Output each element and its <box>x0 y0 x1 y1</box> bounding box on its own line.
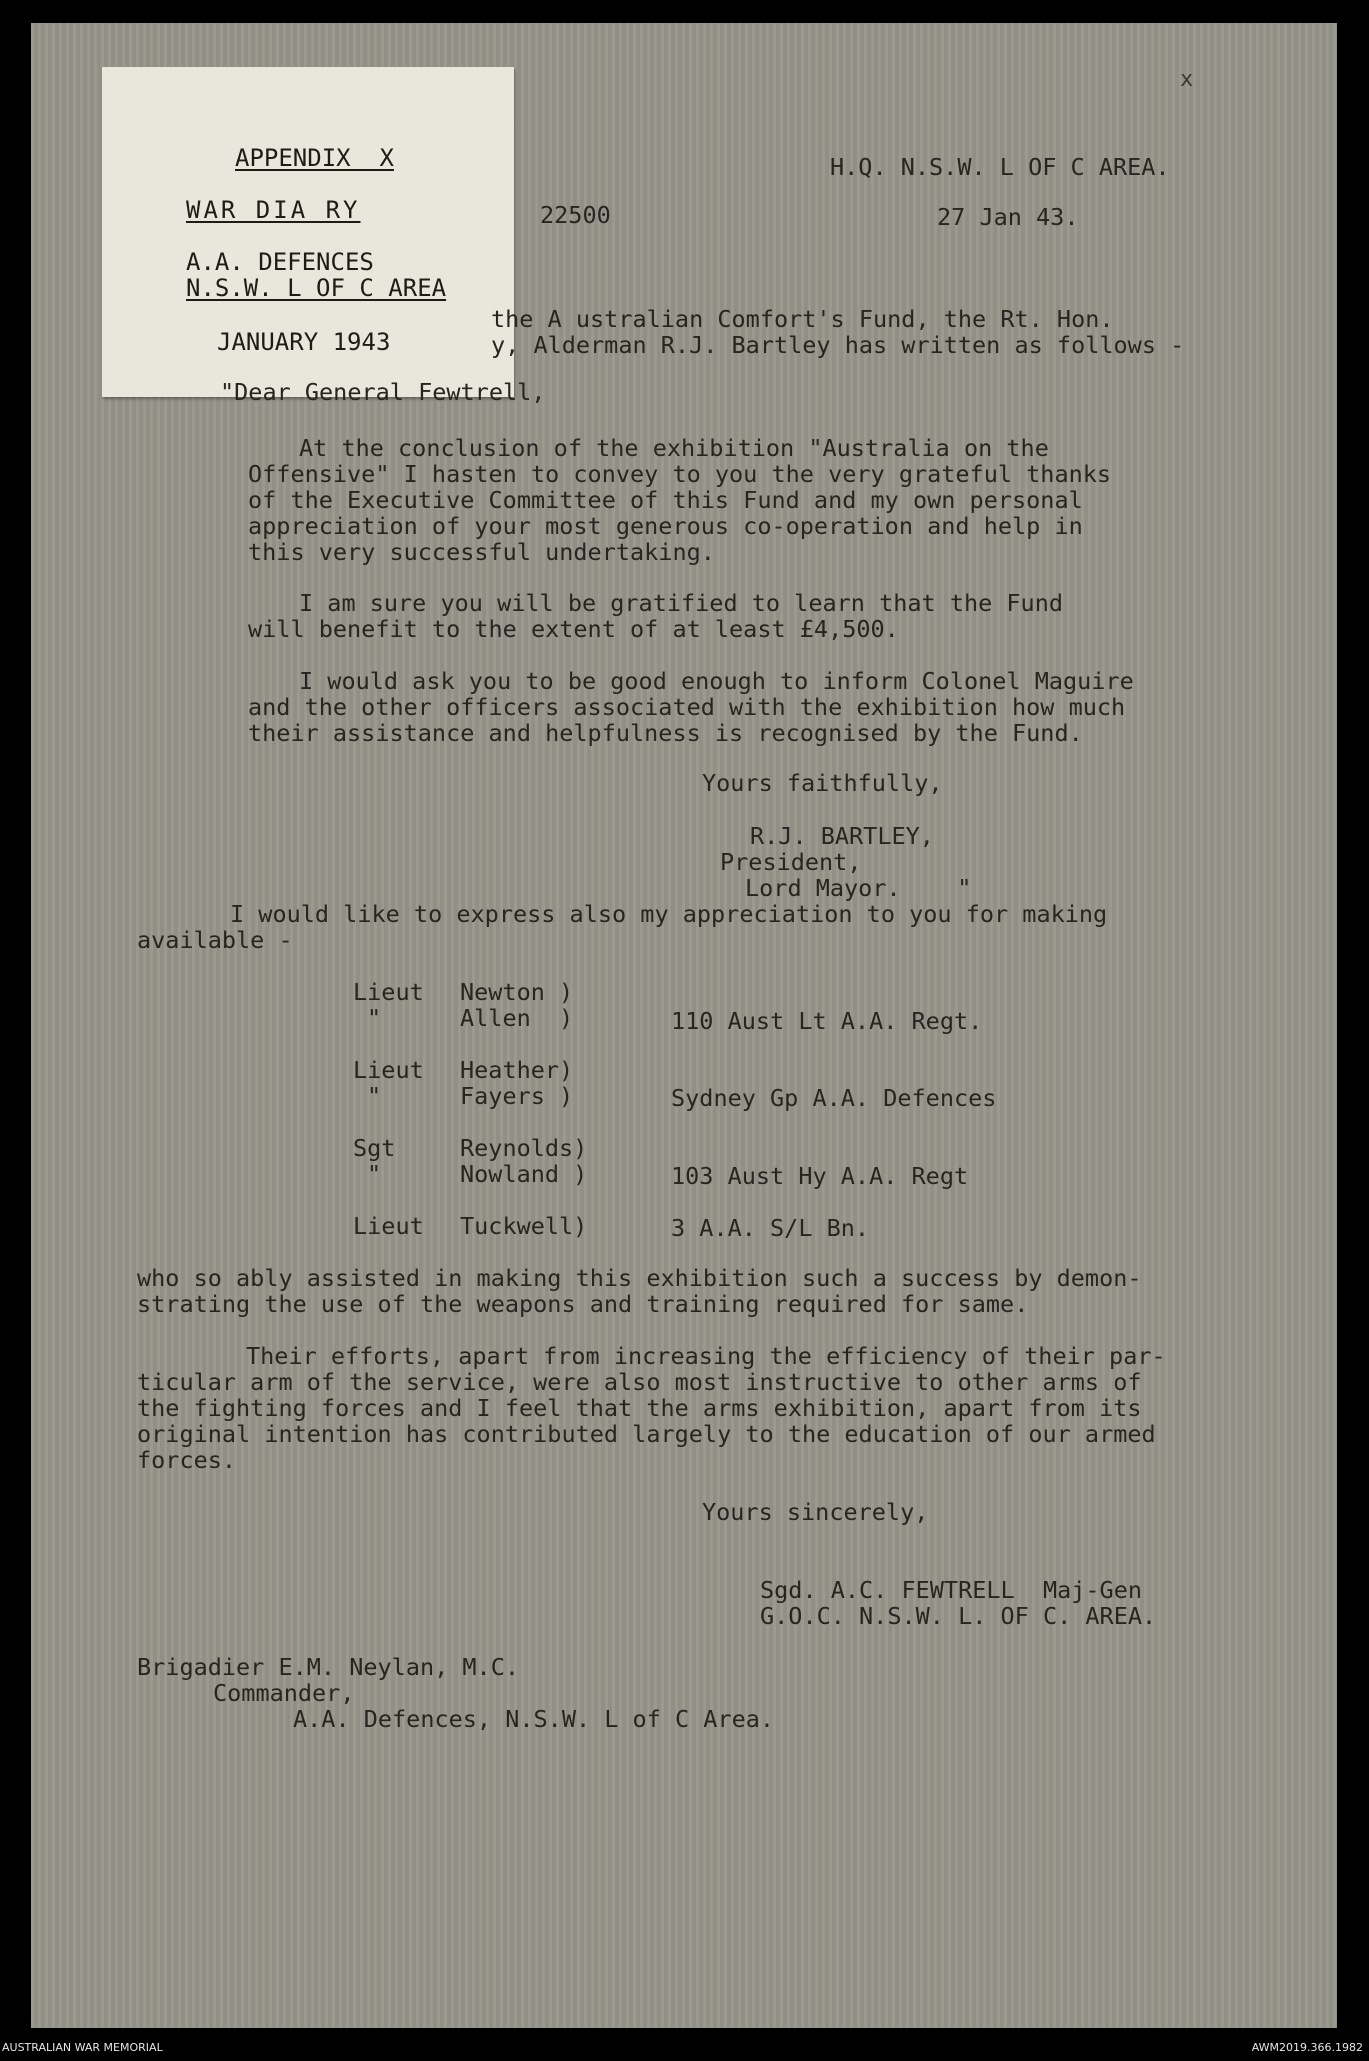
intro-line-1: the A ustralian Comfort's Fund, the Rt. Hon. <box>491 305 1114 333</box>
war-diary-title: WAR DIA RY <box>186 196 361 224</box>
quote-p3-line: their assistance and helpfulness is recognised by the Fund. <box>248 719 1083 747</box>
appendix-label <box>102 67 514 397</box>
quote-p1-line: appreciation of your most generous co-operation and help in <box>248 512 1083 540</box>
personnel-rank: " <box>367 1082 382 1110</box>
quote-p1-line: this very successful undertaking. <box>248 538 715 566</box>
appendix-title: APPENDIX X <box>235 144 394 172</box>
quote-p3-line: and the other officers associated with the exhibition how much <box>248 693 1126 721</box>
personnel-name: Allen ) <box>460 1004 574 1032</box>
personnel-rank: " <box>367 1160 382 1188</box>
personnel-unit: Sydney Gp A.A. Defences <box>671 1084 997 1112</box>
addressee-line-3: A.A. Defences, N.S.W. L of C Area. <box>293 1705 775 1733</box>
unit-line-1: A.A. DEFENCES <box>186 248 374 276</box>
final-para-line: the fighting forces and I feel that the arms exhibition, apart from its <box>137 1394 1142 1422</box>
personnel-name: Tuckwell) <box>460 1212 588 1240</box>
personnel-rank: " <box>367 1004 382 1032</box>
personnel-rank: Lieut <box>353 1056 424 1084</box>
personnel-rank: Sgt <box>353 1134 396 1162</box>
quote-p1-line: of the Executive Committee of this Fund and my own personal <box>248 486 1083 514</box>
quote-signer-name: R.J. BARTLEY, <box>750 822 934 850</box>
quote-p3-line: I would ask you to be good enough to inform Colonel Maguire <box>299 667 1134 695</box>
personnel-name: Fayers ) <box>460 1082 574 1110</box>
corner-mark: x <box>1180 67 1194 92</box>
quote-p2-line: will benefit to the extent of at least £4,500. <box>248 615 899 643</box>
personnel-name: Reynolds) <box>460 1134 588 1162</box>
quote-signer-title: President, <box>720 848 862 876</box>
final-para-line: ticular arm of the service, were also most instructive to other arms of <box>137 1368 1142 1396</box>
personnel-unit: 3 A.A. S/L Bn. <box>671 1214 870 1242</box>
addressee-line-1: Brigadier E.M. Neylan, M.C. <box>137 1653 520 1681</box>
quote-p1-line: Offensive" I hasten to convey to you the very grateful thanks <box>248 460 1112 488</box>
personnel-name: Heather) <box>460 1056 574 1084</box>
quote-p2-line: I am sure you will be gratified to learn that the Fund <box>299 589 1064 617</box>
letter-date: 27 Jan 43. <box>937 203 1079 231</box>
signature-line-2: G.O.C. N.S.W. L. OF C. AREA. <box>760 1602 1157 1630</box>
quote-signer-title: Lord Mayor. " <box>745 874 972 902</box>
unit-line-2: N.S.W. L OF C AREA <box>186 274 447 302</box>
signature-line-1: Sgd. A.C. FEWTRELL Maj-Gen <box>760 1576 1143 1604</box>
personnel-rank: Lieut <box>353 978 424 1006</box>
archive-footer-right: AWM2019.366.1982 <box>1251 2041 1363 2054</box>
document-page <box>31 23 1337 2028</box>
personnel-rank: Lieut <box>353 1212 424 1240</box>
reference-number: 22500 <box>540 201 611 229</box>
addressee-line-2: Commander, <box>213 1679 355 1707</box>
personnel-unit: 103 Aust Hy A.A. Regt <box>671 1162 969 1190</box>
quote-salutation: "Dear General Fewtrell, <box>220 378 546 406</box>
final-para-line: original intention has contributed largely to the education of our armed <box>137 1420 1156 1448</box>
archive-footer-left: AUSTRALIAN WAR MEMORIAL <box>2 2041 163 2054</box>
appreciation-line-2: available - <box>137 926 293 954</box>
appreciation-line-1: I would like to express also my appreciation to you for making <box>230 900 1108 928</box>
personnel-name: Nowland ) <box>460 1160 588 1188</box>
quote-closing: Yours faithfully, <box>702 769 943 797</box>
closing: Yours sincerely, <box>702 1498 929 1526</box>
final-para-line: forces. <box>137 1446 237 1474</box>
after-list-line: who so ably assisted in making this exhibition such a success by demon- <box>137 1264 1142 1292</box>
intro-line-2: y, Alderman R.J. Bartley has written as follows - <box>491 331 1185 359</box>
personnel-unit: 110 Aust Lt A.A. Regt. <box>671 1007 983 1035</box>
final-para-line: Their efforts, apart from increasing the efficiency of their par- <box>246 1342 1166 1370</box>
personnel-name: Newton ) <box>460 978 574 1006</box>
hq-heading: H.Q. N.S.W. L OF C AREA. <box>830 153 1170 181</box>
month-label: JANUARY 1943 <box>217 328 391 356</box>
quote-p1-line: At the conclusion of the exhibition "Australia on the <box>299 434 1049 462</box>
after-list-line: strating the use of the weapons and training required for same. <box>137 1290 1029 1318</box>
